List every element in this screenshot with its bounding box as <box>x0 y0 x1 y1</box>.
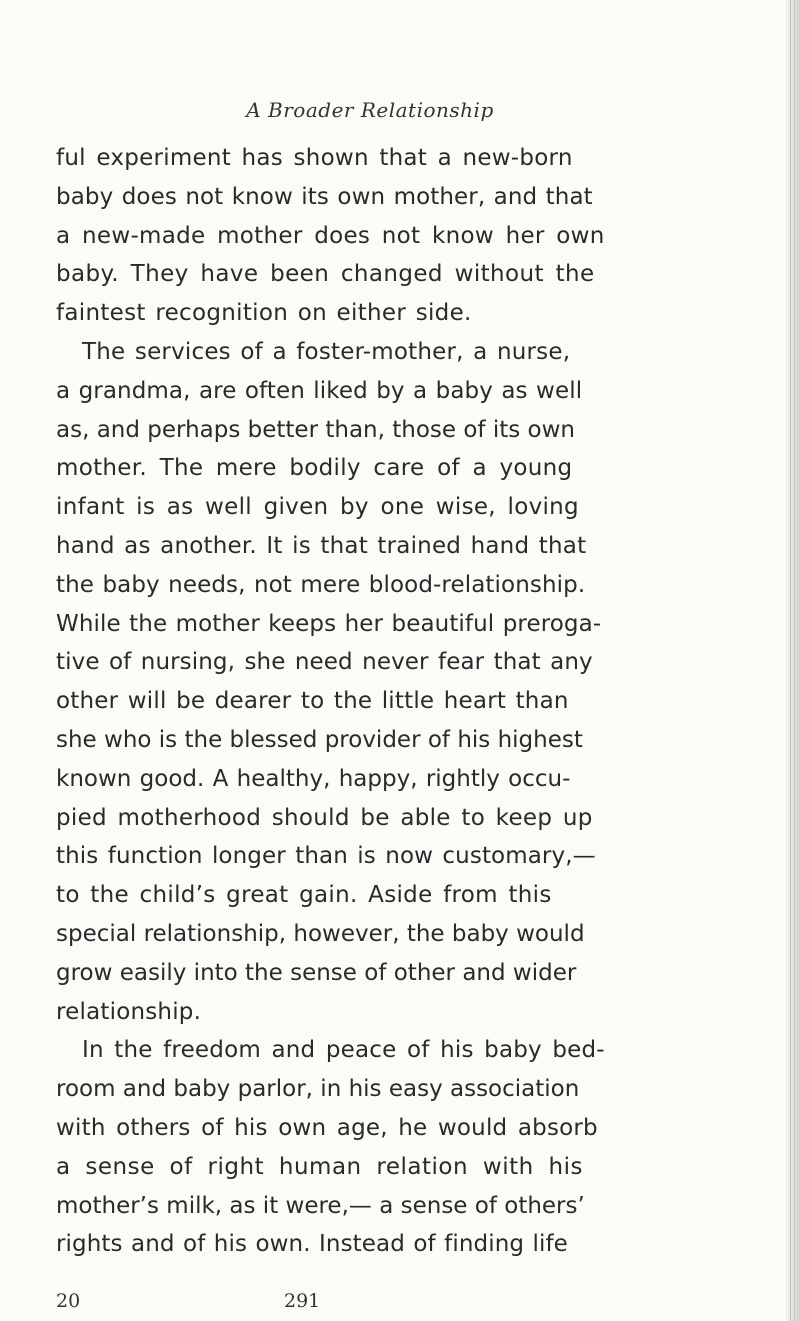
text-line: tive of nursing, she need never fear that any <box>56 649 593 676</box>
text-line: grow easily into the sense of other and wider <box>56 959 577 986</box>
text-line: faintest recognition on either side. <box>56 300 472 327</box>
body-text <box>56 139 796 1264</box>
text-line: room and baby parlor, in his easy association <box>56 1076 580 1103</box>
text-line: other will be dearer to the little heart than <box>56 688 569 715</box>
text-line: a sense of right human relation with his <box>56 1153 583 1180</box>
page-number: 291 <box>284 1290 321 1312</box>
text-line: baby does not know its own mother, and that <box>56 183 593 210</box>
text-line: the baby needs, not mere blood-relationship. <box>56 571 586 598</box>
text-line: The services of a foster-mother, a nurse, <box>82 338 571 365</box>
running-title: A Broader Relationship <box>246 98 494 122</box>
text-line: a grandma, are often liked by a baby as well <box>56 377 583 404</box>
text-line: with others of his own age, he would absorb <box>56 1114 598 1141</box>
text-line: ful experiment has shown that a new-born <box>56 145 573 171</box>
text-line: to the child’s great gain. Aside from this <box>56 882 552 909</box>
page-footer <box>0 1290 740 1318</box>
text-line: mother’s milk, as it were,— a sense of others’ <box>56 1192 585 1219</box>
text-line: she who is the blessed provider of his highest <box>56 726 583 753</box>
text-line: this function longer than is now customary,— <box>56 843 596 870</box>
signature-mark: 20 <box>56 1290 81 1312</box>
text-line: mother. The mere bodily care of a young <box>56 455 573 482</box>
text-line: special relationship, however, the baby would <box>56 920 585 947</box>
text-line: baby. They have been changed without the <box>56 261 595 288</box>
text-line: In the freedom and peace of his baby bed- <box>82 1037 605 1064</box>
text-line: hand as another. It is that trained hand that <box>56 532 587 559</box>
text-line: While the mother keeps her beautiful preroga- <box>56 610 602 637</box>
text-line: as, and perhaps better than, those of its own <box>56 416 575 443</box>
text-line: pied motherhood should be able to keep up <box>56 804 593 831</box>
text-line: relationship. <box>56 998 202 1025</box>
text-line: known good. A healthy, happy, rightly occu- <box>56 765 571 792</box>
text-line: a new-made mother does not know her own <box>56 222 605 249</box>
text-line: rights and of his own. Instead of finding life <box>56 1231 568 1258</box>
text-line: infant is as well given by one wise, loving <box>56 494 579 521</box>
